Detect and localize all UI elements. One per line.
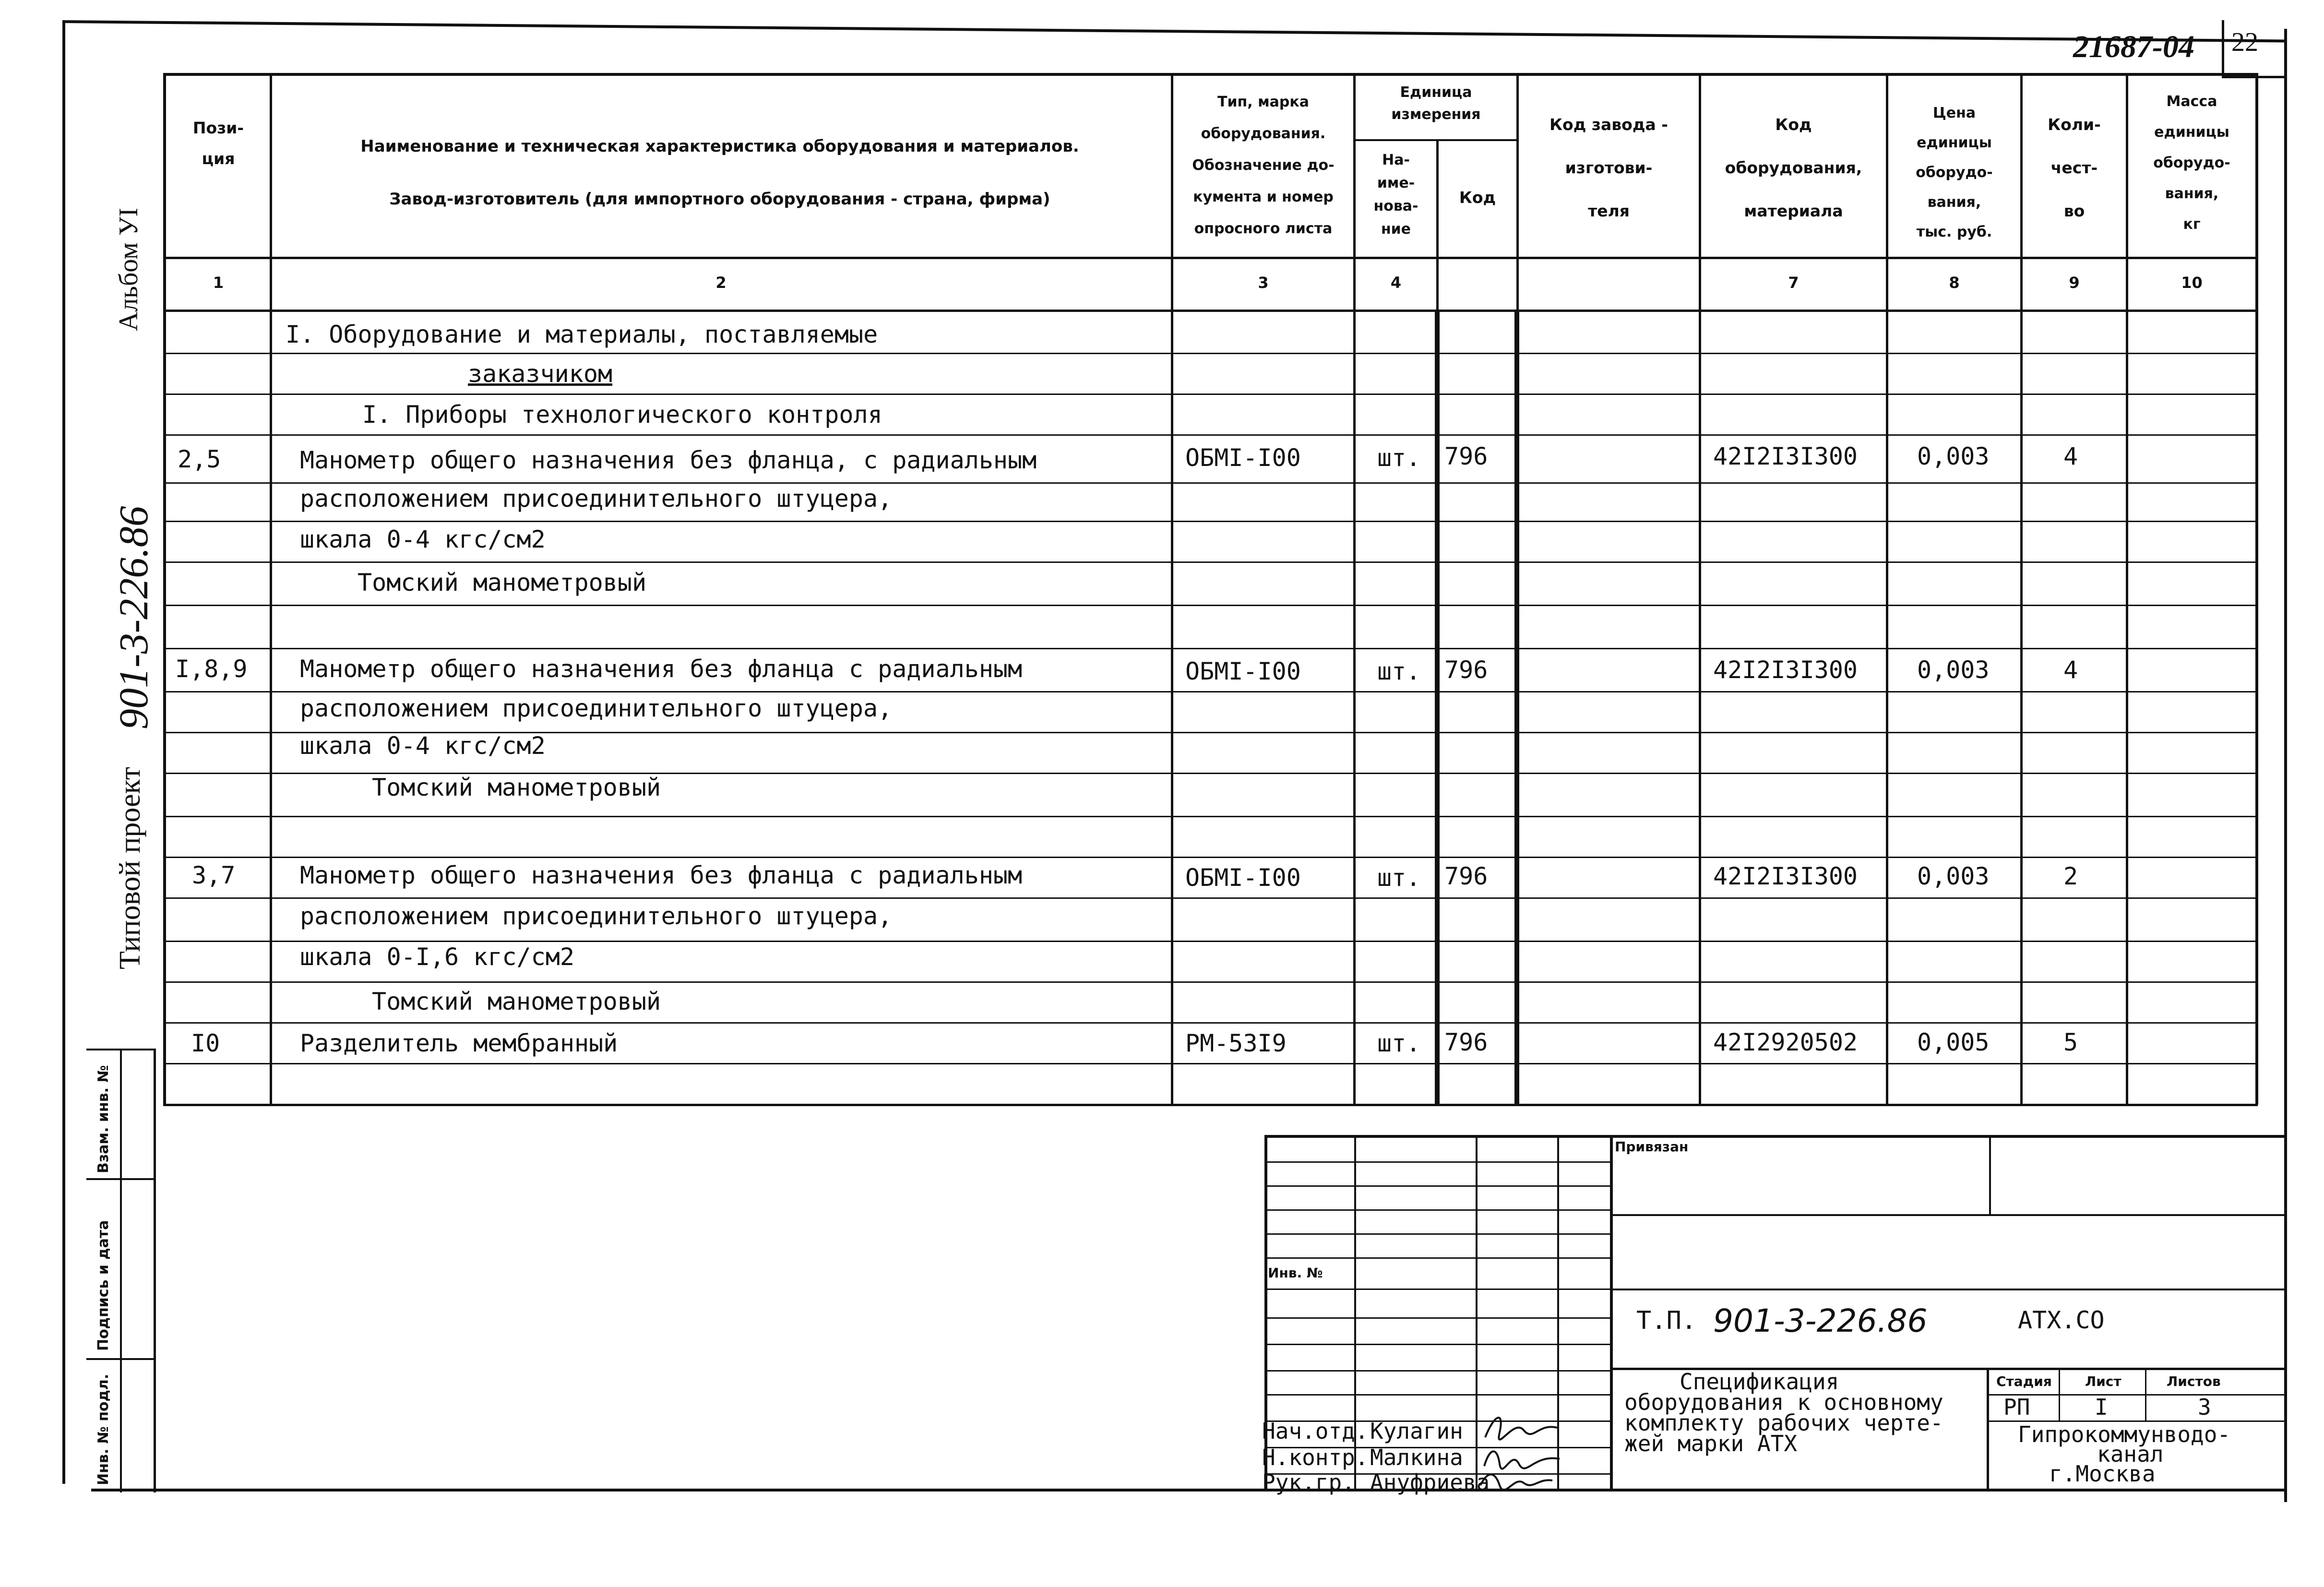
row-qty: 5 bbox=[2063, 1028, 2078, 1056]
tb-stage: РП bbox=[2003, 1394, 2030, 1420]
row-line bbox=[163, 857, 2258, 858]
frame-top-line bbox=[62, 20, 2287, 42]
row-pos: 2,5 bbox=[178, 445, 221, 473]
row-qty: 4 bbox=[2063, 656, 2078, 684]
hdr-name: Наименование и техническая характеристика оборудования и материалов. Завод-изготовитель (для импортного оборудования - страна, фирма) bbox=[360, 137, 1079, 209]
row-name-line: Манометр общего назначения без фланца с радиальным bbox=[300, 655, 1023, 683]
table-top bbox=[163, 73, 2255, 76]
row-line bbox=[163, 605, 2258, 606]
doc-code: 21687-04 bbox=[2073, 29, 2194, 64]
tb-signer-role: Н.контр. bbox=[1262, 1444, 1369, 1470]
signature-kulagin bbox=[1480, 1408, 1562, 1447]
row-unit: шт. bbox=[1377, 864, 1421, 892]
subsection-title: I. Приборы технологического контроля bbox=[362, 401, 882, 429]
row-type: РМ-53I9 bbox=[1185, 1029, 1287, 1057]
tb-sheets-label: Листов bbox=[2167, 1373, 2221, 1389]
stamp-label-sign-date: Подпись и дата bbox=[95, 1220, 112, 1351]
row-price: 0,005 bbox=[1917, 1028, 1990, 1056]
tb-title-line: Спецификация bbox=[1680, 1369, 1839, 1395]
col-num: 10 bbox=[2181, 274, 2203, 292]
tb-grid-h bbox=[1264, 1394, 1612, 1396]
row-name-line: расположением присоединительного штуцера, bbox=[300, 902, 893, 930]
row-unit: шт. bbox=[1377, 1029, 1421, 1057]
row-unit-code: 796 bbox=[1444, 442, 1488, 470]
tb-right-v3 bbox=[2059, 1368, 2060, 1421]
row-unit-code: 796 bbox=[1444, 862, 1488, 890]
tb-title-line: комплекту рабочих черте- bbox=[1624, 1410, 1943, 1436]
stamp-mid-line bbox=[120, 1049, 122, 1492]
row-line bbox=[163, 561, 2258, 563]
tb-grid-v bbox=[1476, 1135, 1478, 1490]
row-line bbox=[163, 394, 2258, 395]
row-type: ОБМI-I00 bbox=[1185, 864, 1301, 892]
hdr-price: Цена единицы оборудо- вания, тыс. руб. bbox=[1916, 105, 1993, 240]
album-label: Альбом УI bbox=[114, 207, 143, 331]
stamp-label-replace-inv: Взам. инв. № bbox=[95, 1065, 112, 1173]
col-line-1 bbox=[270, 73, 272, 1105]
code-col-heavy-left bbox=[1435, 310, 1440, 1106]
tb-right-v2 bbox=[1987, 1368, 1989, 1490]
row-unit-code: 796 bbox=[1444, 1028, 1488, 1056]
row-pos: I,8,9 bbox=[175, 655, 248, 683]
tb-grid-h bbox=[1264, 1317, 1612, 1319]
row-line bbox=[163, 353, 2258, 354]
code-col-heavy-right bbox=[1514, 310, 1519, 1106]
row-name-line: расположением присоединительного штуцера, bbox=[300, 485, 893, 513]
tb-project-code: Т.П. bbox=[1636, 1306, 1697, 1335]
row-unit: шт. bbox=[1377, 444, 1421, 472]
row-line bbox=[163, 1063, 2258, 1064]
table-left bbox=[163, 73, 166, 1105]
tb-attached-label: Привязан bbox=[1615, 1139, 1689, 1155]
tb-stage-label: Стадия bbox=[1996, 1373, 2052, 1389]
row-line bbox=[163, 1022, 2258, 1024]
row-type: ОБМI-I00 bbox=[1185, 657, 1301, 685]
row-name-line: шкала 0-4 кгс/см2 bbox=[300, 525, 546, 553]
tb-sheet-mark: АТХ.СО bbox=[2018, 1306, 2105, 1334]
col-num: 1 bbox=[213, 274, 224, 292]
row-qty: 4 bbox=[2063, 442, 2078, 470]
row-name-line: Разделитель мембранный bbox=[300, 1029, 618, 1057]
hdr-qty: Коли- чест- во bbox=[2048, 115, 2101, 220]
tb-inv-label: Инв. № bbox=[1268, 1265, 1323, 1281]
row-pos: I0 bbox=[191, 1029, 220, 1057]
col-num: 8 bbox=[1949, 274, 1960, 292]
tb-grid-h bbox=[1264, 1185, 1612, 1187]
tb-title-line: оборудования к основному bbox=[1624, 1389, 1943, 1415]
row-qty: 2 bbox=[2063, 862, 2078, 890]
row-line bbox=[163, 941, 2258, 942]
row-name-line: шкала 0-I,6 кгс/см2 bbox=[300, 943, 574, 971]
row-name-line: шкала 0-4 кгс/см2 bbox=[300, 732, 546, 760]
row-name-line: Манометр общего назначения без фланца с радиальным bbox=[300, 861, 1023, 889]
stamp-div-1 bbox=[86, 1178, 156, 1180]
row-pos: 3,7 bbox=[192, 861, 236, 889]
stamp-div-2 bbox=[86, 1358, 156, 1360]
hdr-unit-code: Код bbox=[1459, 188, 1496, 207]
tb-sheet-label: Лист bbox=[2085, 1373, 2121, 1389]
project-label: Типовой проект bbox=[114, 766, 146, 969]
section-title-cont: заказчиком bbox=[468, 360, 613, 388]
tb-main-split bbox=[1610, 1135, 1613, 1490]
tb-sheets: 3 bbox=[2198, 1394, 2211, 1420]
page-number: 22 bbox=[2231, 27, 2258, 57]
hdr-maker: Код завода - изготови- теля bbox=[1549, 115, 1668, 220]
col-num: 9 bbox=[2069, 274, 2080, 292]
tb-org-line: г.Москва bbox=[2049, 1461, 2156, 1487]
tb-right-h4 bbox=[1987, 1394, 2287, 1396]
tb-right-h1 bbox=[1610, 1214, 2287, 1216]
stamp-top-line bbox=[86, 1049, 156, 1050]
tb-grid-h bbox=[1264, 1344, 1612, 1345]
row-line bbox=[163, 482, 2258, 484]
signature-anufrieva bbox=[1478, 1468, 1555, 1490]
stamp-label-inv-orig: Инв. № подл. bbox=[95, 1373, 112, 1485]
hdr-code: Код оборудования, материала bbox=[1725, 115, 1862, 220]
tb-title-line: жей марки АТХ bbox=[1624, 1431, 1798, 1456]
row-code: 42I2I3I300 bbox=[1713, 656, 1858, 684]
col-num: 4 bbox=[1390, 274, 1402, 292]
row-maker: Томский манометровый bbox=[358, 569, 647, 597]
tb-right-v4 bbox=[2145, 1368, 2146, 1421]
section-title: I. Оборудование и материалы, поставляемые bbox=[286, 321, 878, 348]
row-code: 42I2I3I300 bbox=[1713, 862, 1858, 890]
tb-grid-h bbox=[1264, 1161, 1612, 1163]
row-name-line: расположением присоединительного штуцера, bbox=[300, 694, 893, 722]
row-code: 42I2I3I300 bbox=[1713, 442, 1858, 470]
page-cell-left bbox=[2222, 20, 2224, 78]
tb-org-line: Гипрокоммунводо- bbox=[2018, 1421, 2231, 1447]
unit-split-line bbox=[1353, 139, 1519, 141]
hdr-type: Тип, марка оборудования. Обозначение до- кумента и номер опросного листа bbox=[1192, 94, 1335, 237]
row-line bbox=[163, 816, 2258, 817]
tb-signer-name: Ануфриева bbox=[1370, 1469, 1490, 1495]
col-num: 3 bbox=[1258, 274, 1269, 292]
tb-grid-h bbox=[1264, 1370, 1612, 1372]
row-line bbox=[163, 648, 2258, 649]
tb-top bbox=[1264, 1135, 2287, 1138]
row-type: ОБМI-I00 bbox=[1185, 444, 1301, 472]
hdr-unit-group: Единица измерения bbox=[1391, 84, 1481, 123]
hdr-pos: Пози- ция bbox=[192, 119, 244, 168]
row-maker: Томский манометровый bbox=[372, 774, 661, 801]
row-line bbox=[163, 434, 2258, 436]
tb-signer-role: Нач.отд. bbox=[1262, 1418, 1369, 1444]
frame-left-line bbox=[62, 20, 65, 1484]
tb-grid-h bbox=[1264, 1209, 1612, 1211]
row-unit-code: 796 bbox=[1444, 656, 1488, 684]
frame-right-line bbox=[2284, 29, 2287, 1502]
hdr-unit-name: На- име- нова- ние bbox=[1373, 152, 1418, 238]
col-num: 2 bbox=[715, 274, 727, 292]
row-maker: Томский манометровый bbox=[372, 988, 661, 1015]
tb-signer-name: Малкина bbox=[1370, 1444, 1463, 1470]
header-bottom bbox=[163, 257, 2258, 259]
tb-org-line: канал bbox=[2097, 1441, 2164, 1467]
col-num: 7 bbox=[1788, 274, 1799, 292]
table-right bbox=[2255, 73, 2258, 1105]
hdr-mass: Масса единицы оборудо- вания, кг bbox=[2153, 93, 2230, 233]
row-line bbox=[163, 897, 2258, 899]
row-price: 0,003 bbox=[1917, 656, 1990, 684]
row-price: 0,003 bbox=[1917, 862, 1990, 890]
row-price: 0,003 bbox=[1917, 442, 1990, 470]
frame-bottom-line bbox=[91, 1489, 2287, 1492]
tb-grid-h bbox=[1264, 1257, 1612, 1259]
tb-grid-h bbox=[1264, 1233, 1612, 1235]
tb-signer-role: Рук.гр. bbox=[1262, 1469, 1355, 1495]
colnum-bottom bbox=[163, 310, 2258, 312]
project-number-vertical: 901-3-226.86 bbox=[110, 506, 156, 729]
tb-signer-name: Кулагин bbox=[1370, 1418, 1463, 1444]
row-unit: шт. bbox=[1377, 657, 1421, 685]
row-line bbox=[163, 521, 2258, 522]
row-code: 42I2920502 bbox=[1713, 1028, 1858, 1056]
tb-right-h2 bbox=[1610, 1289, 2287, 1290]
stamp-right-line bbox=[154, 1049, 156, 1492]
tb-right-v1 bbox=[1989, 1135, 1991, 1216]
table-bottom bbox=[163, 1104, 2258, 1106]
tb-project-num: 901-3-226.86 bbox=[1713, 1302, 1928, 1339]
page-cell-bottom bbox=[2222, 76, 2285, 78]
tb-sheet: I bbox=[2095, 1394, 2108, 1420]
tb-grid-h bbox=[1264, 1289, 1612, 1290]
row-line bbox=[163, 981, 2258, 983]
row-line bbox=[163, 691, 2258, 692]
row-name-line: Манометр общего назначения без фланца, с радиальным bbox=[300, 446, 1037, 474]
